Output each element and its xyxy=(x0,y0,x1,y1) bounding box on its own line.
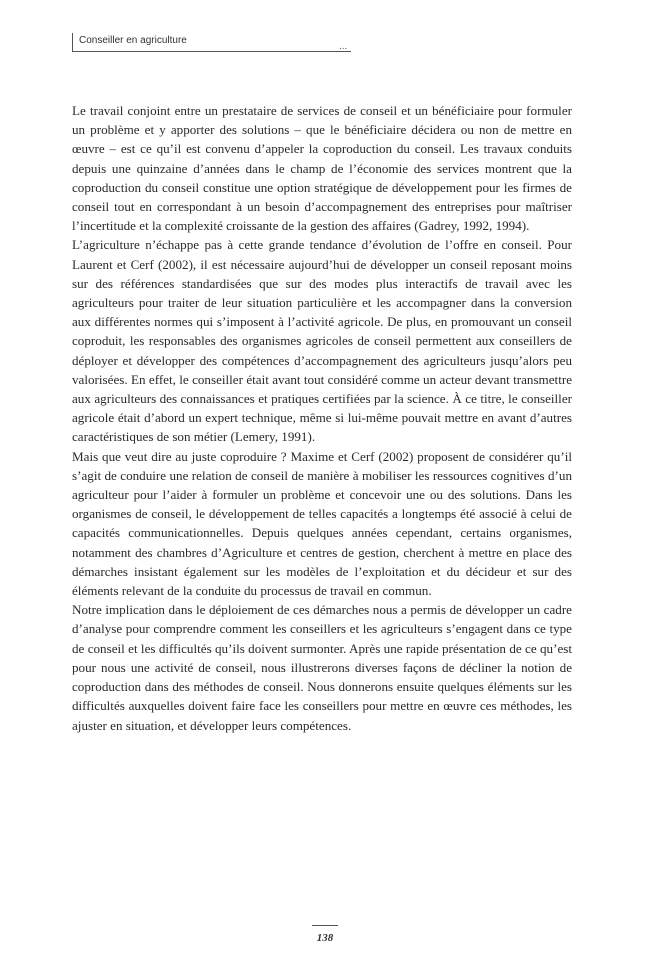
body-text xyxy=(72,101,572,735)
page-footer xyxy=(0,925,650,946)
header-ellipsis: ... xyxy=(339,41,348,52)
paragraph-4: Notre implication dans le déploiement de ces démarches nous a permis de développer un cadre d’analyse pour comprendre comment les conseillers et les agriculteurs s’engagent dans ce type de conseil et les difficultés qu’ils doivent surmonter. Après une rapide présentation de ce qu’est pour nous une activité de conseil, nous illustrerons diverses façons de décliner la notion de coproduction dans des méthodes de conseil. Nous donnerons ensuite quelques éléments sur les difficultés auxquelles doivent faire face les conseillers pour mettre en œuvre ces méthodes, les ajuster en situation, et développer leurs compétences. xyxy=(72,602,572,733)
page-number: 138 xyxy=(316,932,334,944)
footer-rule xyxy=(312,925,338,926)
paragraph-1: Le travail conjoint entre un prestataire de services de conseil et un bénéficiaire pour formuler un problème et y apporter des solutions – que le bénéficiaire décidera ou non de mettre en œuvre – est ce qu’il est convenu d’appeler la coproduction du conseil. Les travaux conduits depuis une quinzaine d’années dans le champ de l’économie des services montrent que la coproduction du conseil constitue une option stratégique de développement pour les firmes de conseil tout en correspondant à un besoin d’accompagnement des entreprises pour maîtriser l’incertitude et la complexité croissante de la gestion des affaires (Gadrey, 1992, 1994). xyxy=(72,103,572,234)
running-header xyxy=(72,33,351,52)
running-title: Conseiller en agriculture xyxy=(79,35,187,46)
paragraph-3: Mais que veut dire au juste coproduire ? Maxime et Cerf (2002) proposent de considérer qu’il s’agit de conduire une relation de conseil de manière à mobiliser les ressources cognitives d’un agriculteur pour l’aider à formuler un problème et concevoir une ou des solutions. Dans les organismes de conseil, le développement de telles capacités a longtemps été associé à celui de capacités communicationnelles. Depuis quelques années cependant, certains organismes, notamment des chambres d’Agriculture et centres de gestion, cherchent à mettre en place des démarches insistant également sur les modèles de l’exploitation et du décideur et sur des éléments relevant de la conduite du processus de travail en commun. xyxy=(72,448,572,599)
paragraph-2: L’agriculture n’échappe pas à cette grande tendance d’évolution de l’offre en conseil. Pour Laurent et Cerf (2002), il est nécessaire aujourd’hui de développer un conseil reposant moins sur des références standardisées que sur des modes plus interactifs de travail avec les agriculteurs pour traiter de leur situation particulière et les accompagner dans la conversion aux différentes normes qui s’imposent à l’activité agricole. De plus, en promouvant un conseil coproduit, les responsables des organismes agricoles de conseil permettent aux conseillers de déployer et développer des compétences d’accompagnement des agriculteurs jusqu’alors peu valorisées. En effet, le conseiller était avant tout considéré comme un acteur devant transmettre aux agriculteurs des connaissances et pratiques certifiées par la science. À ce titre, le conseiller agricole était d’abord un expert technique, même si lui-même pouvait mettre en avant d’autres caractéristiques de son métier (Lemery, 1991). xyxy=(72,237,572,445)
